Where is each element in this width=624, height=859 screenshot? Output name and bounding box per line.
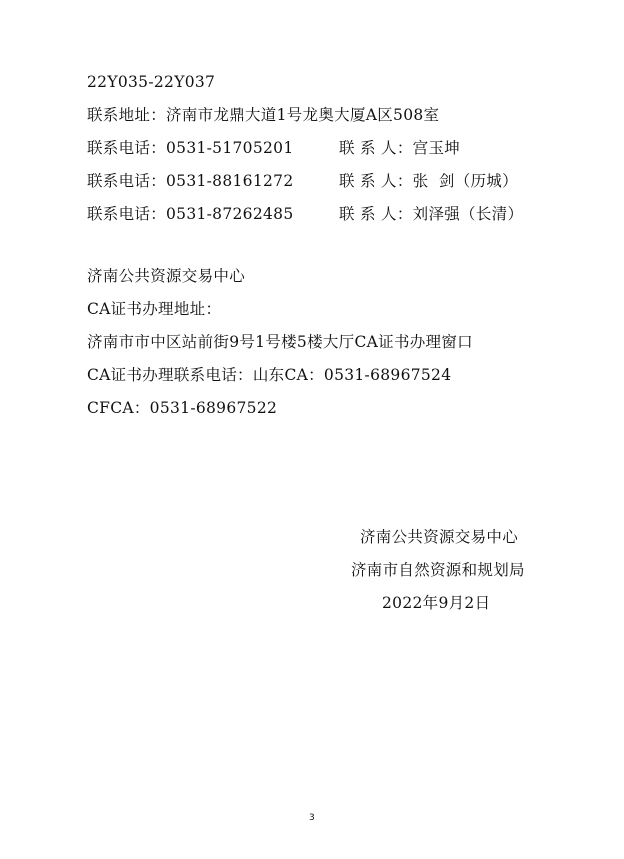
signature-org-2: 济南市自然资源和规划局 <box>351 561 525 579</box>
contact-phone: 联系电话：0531-87262485 <box>87 205 294 223</box>
contact-phone: 联系电话：0531-88161272 <box>87 172 294 190</box>
contact-address: 联系地址：济南市龙鼎大道1号龙奥大厦A区508室 <box>87 106 440 124</box>
page-number: 3 <box>309 813 315 823</box>
project-code: 22Y035-22Y037 <box>87 73 216 91</box>
contact-person: 联 系 人：刘泽强（长清） <box>339 205 524 223</box>
contact-person: 联 系 人：宫玉坤 <box>339 139 461 157</box>
cfca-phone-line: CFCA：0531-68967522 <box>87 399 278 417</box>
signature-org-1: 济南公共资源交易中心 <box>360 528 519 546</box>
ca-address-label: CA证书办理地址： <box>87 300 222 318</box>
ca-org-name: 济南公共资源交易中心 <box>87 267 246 285</box>
signature-date: 2022年9月2日 <box>382 594 491 612</box>
ca-phone-line: CA证书办理联系电话：山东CA：0531-68967524 <box>87 366 452 384</box>
contact-phone: 联系电话：0531-51705201 <box>87 139 294 157</box>
contact-person: 联 系 人：张 剑（历城） <box>339 172 518 190</box>
ca-address: 济南市市中区站前街9号1号楼5楼大厅CA证书办理窗口 <box>87 333 473 351</box>
